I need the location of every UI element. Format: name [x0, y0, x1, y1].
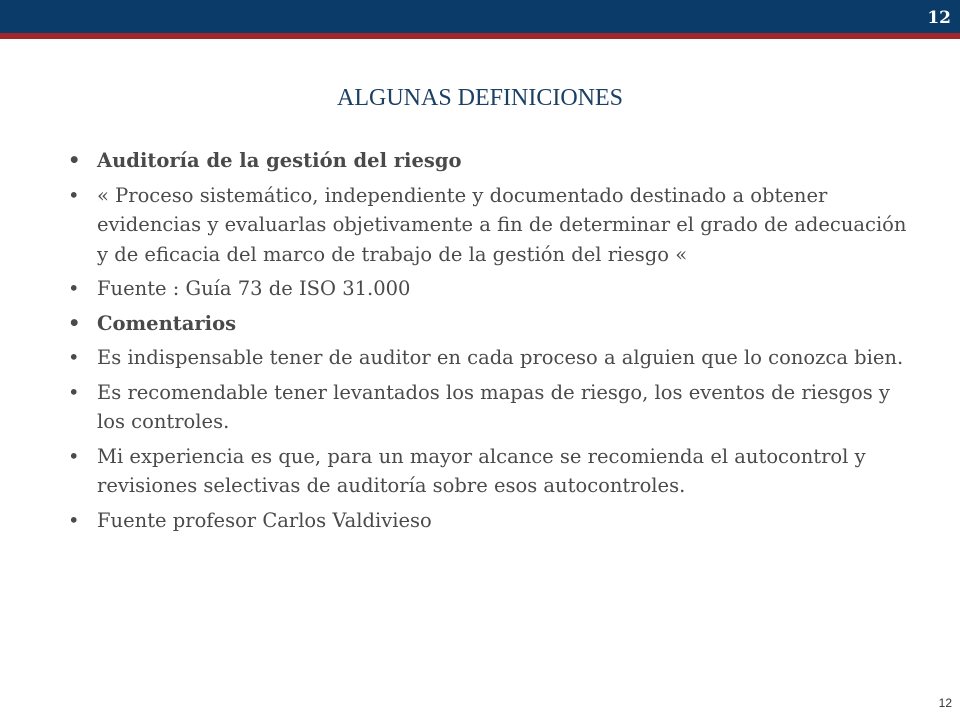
bullet-dot-icon: •: [68, 346, 80, 369]
header-bar: [0, 0, 960, 33]
bullet-item-definition: [66, 181, 916, 270]
bullet-text: Es indispensable tener de auditor en cada proceso a alguien que lo conozca bien.: [97, 346, 904, 369]
bullet-dot-icon: •: [68, 149, 81, 172]
bullet-text: Es recomendable tener levantados los mapas de riesgo, los eventos de riesgos y los controles.: [97, 380, 890, 433]
bullet-text: Comentarios: [97, 311, 237, 335]
bullet-text: Fuente profesor Carlos Valdivieso: [97, 508, 432, 532]
header-accent-stripe: [0, 33, 960, 39]
bullet-text: « Proceso sistemático, independiente y documentado destinado a obtener evidencias y evaluarlas objetivamente a fin de determinar el grado de adecuación y de eficacia del marco de trabajo de la gestión del riesgo «: [97, 183, 907, 266]
bullet-item-comment-1: [66, 343, 916, 373]
bullet-text: Fuente : Guía 73 de ISO 31.000: [97, 277, 411, 300]
bullet-dot-icon: •: [68, 311, 81, 335]
bullet-item-source-professor: [66, 506, 916, 536]
footer-page-number: 12: [938, 696, 952, 710]
bullet-list: [66, 146, 916, 540]
bullet-item-comment-2: [66, 378, 916, 437]
bullet-text: Auditoría de la gestión del riesgo: [97, 149, 462, 172]
bullet-item-comment-3: [66, 442, 916, 501]
bullet-dot-icon: •: [68, 183, 80, 207]
bullet-dot-icon: •: [68, 508, 80, 532]
bullet-item-source-iso: [66, 274, 916, 304]
bullet-item-heading-audit: [66, 146, 916, 176]
bullet-text: Mi experiencia es que, para un mayor alcance se recomienda el autocontrol y revisiones selectivas de auditoría sobre esos autocontroles.: [97, 444, 866, 497]
header-page-number: 12: [927, 8, 951, 28]
slide-title: ALGUNAS DEFINICIONES: [337, 85, 623, 111]
bullet-dot-icon: •: [68, 277, 80, 300]
bullet-dot-icon: •: [68, 380, 80, 404]
bullet-item-heading-comments: [66, 309, 916, 339]
bullet-dot-icon: •: [68, 444, 80, 468]
